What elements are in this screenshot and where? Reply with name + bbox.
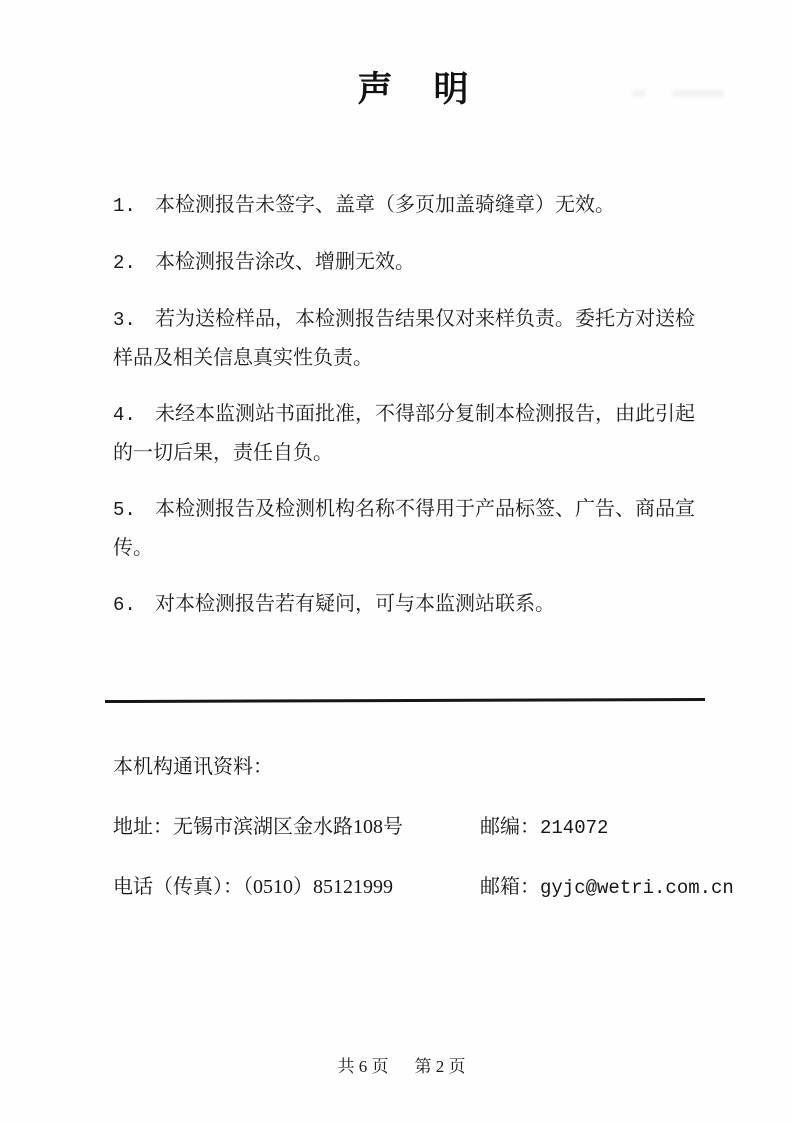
item-text: 样品及相关信息真实性负责。 bbox=[113, 347, 373, 369]
item-number: 1. bbox=[113, 195, 136, 217]
declaration-item-5 bbox=[113, 490, 703, 567]
page-footer bbox=[5, 1052, 793, 1077]
contact-section bbox=[113, 750, 734, 899]
declaration-item-4 bbox=[113, 395, 703, 472]
contact-heading: 本机构通讯资料： bbox=[113, 756, 273, 778]
horizontal-rule bbox=[105, 698, 705, 703]
postcode-label: 邮编： bbox=[480, 816, 540, 838]
item-text: 本检测报告未签字、盖章（多页加盖骑缝章）无效。 bbox=[155, 194, 615, 216]
item-number: 2. bbox=[113, 252, 136, 274]
item-number: 5. bbox=[113, 499, 136, 521]
declaration-list bbox=[113, 186, 703, 642]
phone-label: 电话（传真）： bbox=[113, 876, 243, 898]
item-number: 6. bbox=[113, 594, 136, 616]
item-text: 传。 bbox=[113, 537, 153, 559]
page-current: 第 2 页 bbox=[414, 1057, 466, 1076]
email-value: gyjc@wetri.com.cn bbox=[540, 877, 734, 899]
item-text: 未经本监测站书面批准，不得部分复制本检测报告，由此引起 bbox=[155, 403, 695, 425]
item-text: 的一切后果，责任自负。 bbox=[113, 442, 333, 464]
item-text: 本检测报告涂改、增删无效。 bbox=[155, 251, 415, 273]
contact-row-address bbox=[113, 810, 753, 839]
declaration-item-1 bbox=[113, 186, 703, 225]
page-title: 声 明 bbox=[357, 70, 472, 109]
declaration-item-6 bbox=[113, 585, 703, 624]
item-number: 3. bbox=[113, 309, 136, 331]
item-text: 若为送检样品，本检测报告结果仅对来样负责。委托方对送检 bbox=[155, 308, 695, 330]
postcode-value: 214072 bbox=[540, 817, 609, 839]
declaration-item-2 bbox=[113, 243, 703, 282]
declaration-item-3 bbox=[113, 300, 703, 377]
pages-total: 共 6 页 bbox=[337, 1057, 389, 1076]
address-label: 地址： bbox=[113, 816, 173, 838]
item-text: 对本检测报告若有疑问，可与本监测站联系。 bbox=[155, 593, 555, 615]
item-number: 4. bbox=[113, 404, 136, 426]
phone-value: （0510）85121999 bbox=[243, 876, 393, 898]
contact-row-phone bbox=[113, 870, 753, 899]
item-text: 本检测报告及检测机构名称不得用于产品标签、广告、商品宣 bbox=[155, 498, 695, 520]
email-label: 邮箱： bbox=[480, 876, 540, 898]
address-value: 无锡市滨湖区金水路108号 bbox=[173, 816, 403, 838]
